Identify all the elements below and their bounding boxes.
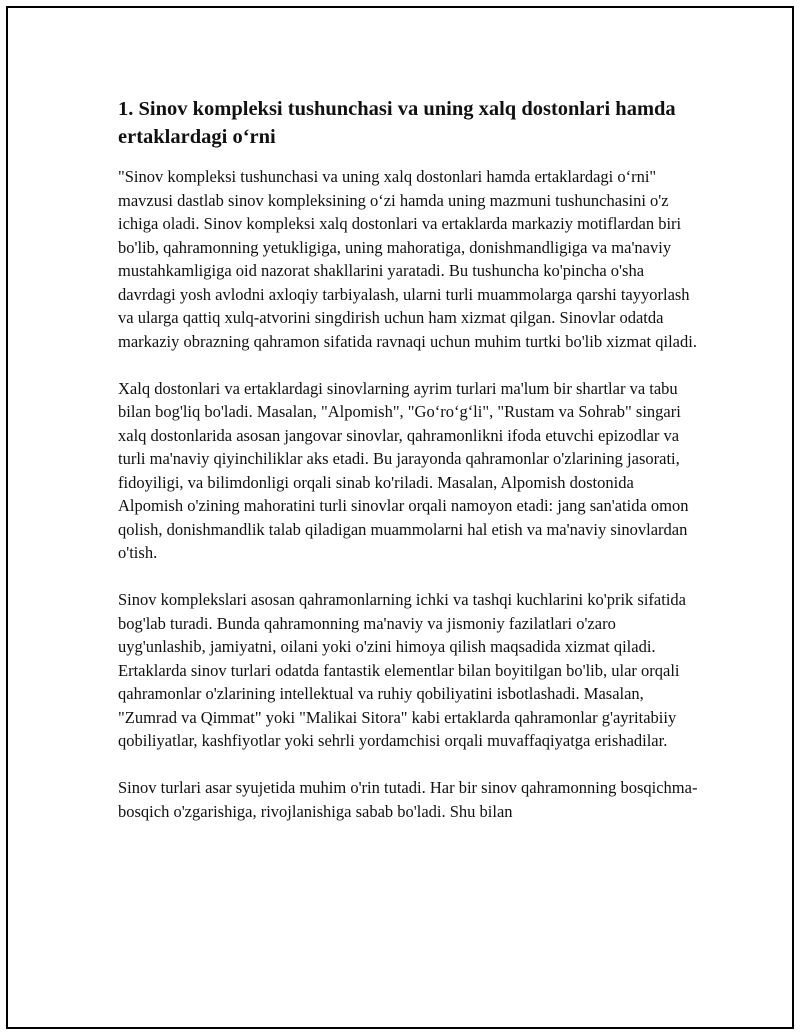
document-body xyxy=(118,95,698,847)
paragraph-1: "Sinov kompleksi tushunchasi va uning xalq dostonlari hamda ertaklardagi o‘rni" mavzusi dastlab sinov kompleksining o‘zi hamda uning mazmuni tushunchasini o'z ichiga oladi. Sinov kompleksi xalq dostonlari va ertaklarda markaziy motiflardan biri bo'lib, qahramonning yetukligiga, uning mahoratiga, donishmandligiga va ma'naviy mustahkamligiga oid nazorat shakllarini yaratadi. Bu tushuncha ko'pincha o'sha davrdagi yosh avlodni axloqiy tarbiyalash, ularni turli muammolarga qarshi tayyorlash va ularga qattiq xulq-atvorini singdirish uchun ham xizmat qilgan. Sinovlar odatda markaziy obrazning qahramon sifatida ravnaqi uchun muhim turtki bo'lib xizmat qiladi. xyxy=(118,167,697,351)
paragraph-2: Xalq dostonlari va ertaklardagi sinovlarning ayrim turlari ma'lum bir shartlar va tabu bilan bog'liq bo'ladi. Masalan, "Alpomish", "Go‘ro‘g‘li", "Rustam va Sohrab" singari xalq dostonlarida asosan jangovar sinovlar, qahramonlikni ifoda etuvchi epizodlar va turli ma'naviy qiyinchiliklar aks etadi. Bu jarayonda qahramonlar o'zlarining jasorati, fidoyiligi, va bilimdonligi orqali sinab ko'riladi. Masalan, Alpomish dostonida Alpomish o'zining mahoratini turli sinovlar orqali namoyon etadi: jang san'atida omon qolish, donishmandlik talab qiladigan muammolarni hal etish va ma'naviy sinovlardan o'tish. xyxy=(118,378,689,562)
paragraph-3: Sinov komplekslari asosan qahramonlarning ichki va tashqi kuchlarini ko'prik sifatida bog'lab turadi. Bunda qahramonning ma'naviy va jismoniy fazilatlari o'zaro uyg'unlashib, jamiyatni, oilani yoki o'zini himoya qilish maqsadida xizmat qiladi. Ertaklarda sinov turlari odatda fantastik elementlar bilan boyitilgan bo'lib, ular orqali qahramonlar o'zlarining intellektual va ruhiy qobiliyatini isbotlashadi. Masalan, "Zumrad va Qimmat" yoki "Malikai Sitora" kabi ertaklarda qahramonlar g'ayritabiiy qobiliyatlar, kashfiyotlar yoki sehrli yordamchisi orqali muvaffaqiyatga erishadilar. xyxy=(118,590,686,750)
section-title: 1. Sinov kompleksi tushunchasi va uning xalq dostonlari hamda ertaklardagi o‘rni xyxy=(118,98,676,148)
paragraph-4: Sinov turlari asar syujetida muhim o'rin tutadi. Har bir sinov qahramonning bosqichma-bosqich o'zgarishiga, rivojlanishiga sabab bo'ladi. Shu bilan xyxy=(118,778,698,821)
